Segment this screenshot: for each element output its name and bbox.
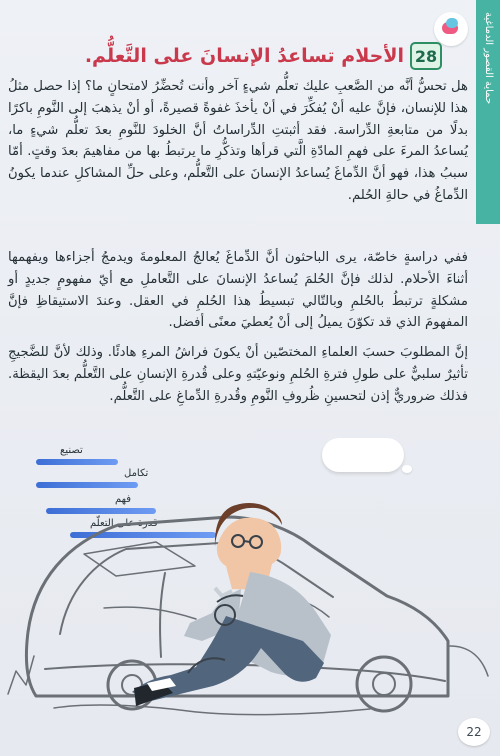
brain-icon xyxy=(434,12,468,46)
paragraph-text-2: ففي دراسةٍ خاصّة، يرى الباحثون أنَّ الدِّماغَ يُعالجُ المعلومةَ ويدمجُ أجزاءها ويفهمها أثناءَ الأحلام. لذلك فإنَّ الحُلمَ يُساعدُ الإنسانَ على التَّعاملِ مع أيّ مفهومٍ جديدٍ أو مشكلةٍ ترتبطُ بالحُلمِ وبالتّالي تبسيطُ هذا الحُلمِ في العقل. وعندَ الاستيقاظِ فإنَّ المفهومَ الذي قد تكوّنَ يميلُ إلى أنْ يُعطيَ معنًى أفضل. xyxy=(8,250,468,331)
ribbon-label-3: فهم xyxy=(115,494,132,505)
ribbon-label-2: تكامل xyxy=(124,468,149,479)
paragraph-3 xyxy=(8,342,468,407)
ribbon-label-1: تصنيع xyxy=(60,445,83,456)
sidebar-tab xyxy=(476,0,500,224)
paragraph-2 xyxy=(8,247,468,334)
paragraph-text-3: إنَّ المطلوبَ حسبَ العلماءِ المختصّين أنْ يكونَ فراشُ المرءِ هادئًا. وذلك لأنَّ للضَّجيجِ تأثيرٌ سلبيٌّ على طولِ فترةِ الحُلمِ ونوعيّتهِ وعلى قُدرةِ الإنسانِ على التَّعلُّم بعدَ اليقظة. فذلك ضروريٌّ إذن لتحسينِ ظُروفِ النَّومِ وقُدرةِ الدِّماغِ على التَّعلُّم. xyxy=(8,345,468,404)
paragraph-text-1: هل تحسُّ أنَّه من الصَّعبِ عليك تعلُّم شيءٍ آخر وأنت تُحضِّرُ لامتحانٍ ما؟ إذا حصل مثلُ هذا للإنسان، فإنَّ عليه أنْ يُفكِّرَ في أنْ يأخذَ غفوةً قصيرةً، أو أنْ يذهبَ إلى النَّومِ باكرًا بدلًا من متابعةِ الدِّراسة. فقد أثبتتِ الدِّراساتُ أنَّ الخلودَ للنَّومِ بعدَ تعلُّم شيءٍ ما، يُساعدُ المرءَ على فهمِ المادّةِ الَّتي قرأها وتذكُّرِ ما يرتبطُ بها من مفاهيمَ بعدَ وقتٍ. أمّا سببُ هذا، فهو أنَّ الدِّماغَ يُساعدُ الإنسانَ على التَّعلُّم، وعلى حلِّ المشاكلِ عندما يكونُ الدِّماغُ في حالةِ الحُلم. xyxy=(8,79,468,203)
sidebar-label: حماية القصور الدماغية xyxy=(483,12,494,105)
page-number: 22 xyxy=(458,718,490,746)
lesson-number-badge: 28 xyxy=(410,42,442,70)
lesson-title: الأحلام تساعدُ الإنسانَ على التَّعلُّم. xyxy=(84,45,404,67)
thought-bubble-main xyxy=(322,438,404,472)
paragraph-1 xyxy=(8,76,468,207)
car-drawing-illustration xyxy=(0,470,500,726)
lesson-header xyxy=(85,42,442,70)
ribbon-label-4: قدرة على التعلّم xyxy=(90,518,158,529)
ribbon-bar-1 xyxy=(36,459,118,465)
